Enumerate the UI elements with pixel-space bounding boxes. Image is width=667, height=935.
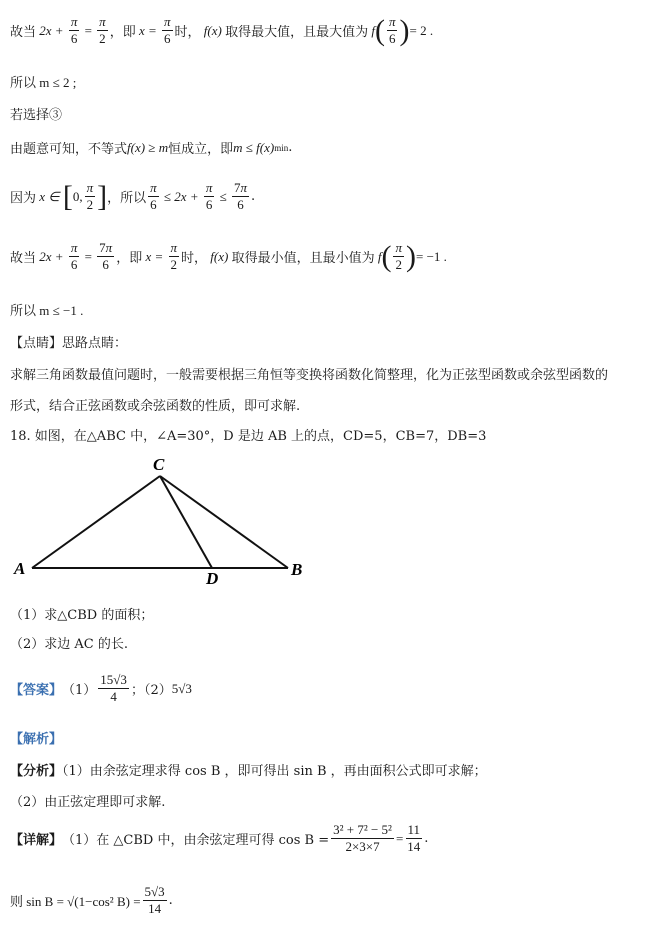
label-d: D — [206, 569, 219, 588]
analysis-line-2: （2）由正弦定理即可求解. — [10, 795, 166, 810]
text: （1） — [62, 683, 97, 698]
answer-fraction: $\frac{15√3}{4}$ — [100, 672, 127, 704]
text: （1）由余弦定理求得 cos B ，即可得出 sin B ，再由面积公式即可求解； — [62, 764, 487, 779]
fraction: $\frac{\pi}{2}$ — [99, 14, 106, 46]
fraction: $\frac{\pi}{2}$ — [395, 240, 402, 272]
fraction: $\frac{\pi}{6}$ — [164, 14, 171, 46]
label-b: B — [291, 560, 303, 579]
subscript: min — [274, 142, 289, 153]
text: 故当 — [10, 25, 37, 40]
text: ，即 — [116, 251, 143, 266]
edge-ac — [32, 476, 160, 568]
math: m ≤ f(x) — [233, 139, 275, 155]
text: 取得最大值，且最大值为 — [225, 25, 369, 40]
fraction: $\frac{5√3}{14}$ — [144, 884, 165, 916]
math: f(x) ≥ m — [127, 139, 169, 155]
fraction: $\frac{11}{14}$ — [407, 822, 421, 854]
question-2: （2）求边 AC 的长. — [10, 637, 129, 652]
text: 故当 — [10, 251, 37, 266]
fraction: $\frac{\pi}{6}$ — [70, 14, 78, 46]
fraction: $\frac{\pi}{6}$ — [205, 180, 213, 212]
label-c: C — [153, 455, 165, 474]
text: = — [395, 830, 404, 846]
edge-cb — [160, 476, 288, 568]
analysis-line-1 — [10, 760, 487, 779]
text: 则 sin B = √(1−cos² B) = — [10, 894, 141, 909]
text: 恒成立，即 — [168, 142, 234, 157]
text: 因为 — [10, 191, 37, 206]
text: . — [288, 140, 293, 155]
edge-cd — [160, 476, 212, 568]
text: . — [251, 189, 256, 204]
question-1: （1）求△CBD 的面积； — [10, 608, 154, 623]
fraction: $\frac{\pi}{2}$ — [86, 180, 94, 212]
text: 取得最小值，且最小值为 — [231, 251, 375, 266]
line-range: 因为 x ∈ [ 0, $\frac{\pi}{2}$ ] ，所以 $\frac{\pi}{6}$ ≤ 2x + $\frac{\pi}{6}$ ≤ $\frac{7\pi}{6}$ . — [10, 179, 256, 213]
fraction: $\frac{7\pi}{6}$ — [234, 180, 248, 212]
line-min-condition: 故当 2x + $\frac{\pi}{6}$ = $\frac{7\pi}{6}$ ，即 x = $\frac{\pi}{2}$ 时， f(x) 取得最小值，且最小值为 f ( $\frac{\pi}{2}$ ) = −1 . — [10, 239, 447, 273]
fraction: $\frac{\text{3² + 7² − 5²}}{2\times 3\times 7}$ — [333, 822, 392, 854]
triangle-figure — [0, 450, 330, 590]
fraction: $\frac{\pi}{6}$ — [70, 240, 78, 272]
fraction: $\frac{7\pi}{6}$ — [99, 240, 113, 272]
line: 所以 m ≤ 2 ; — [10, 75, 77, 90]
line: 若选择③ — [10, 108, 63, 123]
fraction: $\frac{\pi}{6}$ — [388, 14, 396, 46]
final-line — [10, 884, 173, 917]
text: = 2 . — [409, 22, 434, 38]
note-heading: 【点睛】思路点睛： — [10, 336, 128, 351]
label: 【分析】 — [10, 764, 63, 779]
text: 由题意可知，不等式 — [10, 142, 128, 157]
answer-label: 【答案】 — [10, 683, 63, 698]
answer-line — [10, 672, 192, 705]
line-max-condition: 故当 2x + $\frac{\pi}{6}$ = $\frac{\pi}{2}$ ，即 x = $\frac{\pi}{6}$ 时， f(x) 取得最大值，且最大值为 f ( $\frac{\pi}{6}$ ) = 2 . — [10, 13, 434, 47]
problem-18: 18. 如图，在△ABC 中，∠A=30°，D 是边 AB 上的点，CD=5，CB=7，DB=3 — [10, 429, 487, 444]
text: ；（2） — [130, 683, 172, 698]
answer-value-2: 5√3 — [171, 680, 192, 696]
line-inequality — [10, 138, 292, 157]
line: 求解三角函数最值问题时，一般需要根据三角恒等变换将函数化简整理，化为正弦型函数或余弦型函数的 — [10, 368, 609, 383]
line: 所以 m ≤ −1 . — [10, 303, 84, 318]
text: ，所以 — [107, 191, 147, 206]
text: 时， — [174, 25, 201, 40]
text: 时， — [181, 251, 208, 266]
text: . — [424, 831, 429, 846]
label: 【详解】 — [10, 833, 63, 848]
fraction: $\frac{\pi}{6}$ — [150, 180, 157, 212]
text: （1）在 △CBD 中，由余弦定理可得 cos B = — [62, 833, 330, 848]
text: ，即 — [109, 25, 136, 40]
label-a: A — [14, 559, 26, 578]
detail-line — [10, 822, 428, 855]
text: . — [168, 893, 173, 908]
fraction: $\frac{\pi}{2}$ — [170, 240, 178, 272]
line: 形式，结合正弦函数或余弦函数的性质，即可求解. — [10, 399, 301, 414]
analysis-heading: 【解析】 — [10, 732, 63, 747]
text: = −1 . — [415, 248, 447, 264]
